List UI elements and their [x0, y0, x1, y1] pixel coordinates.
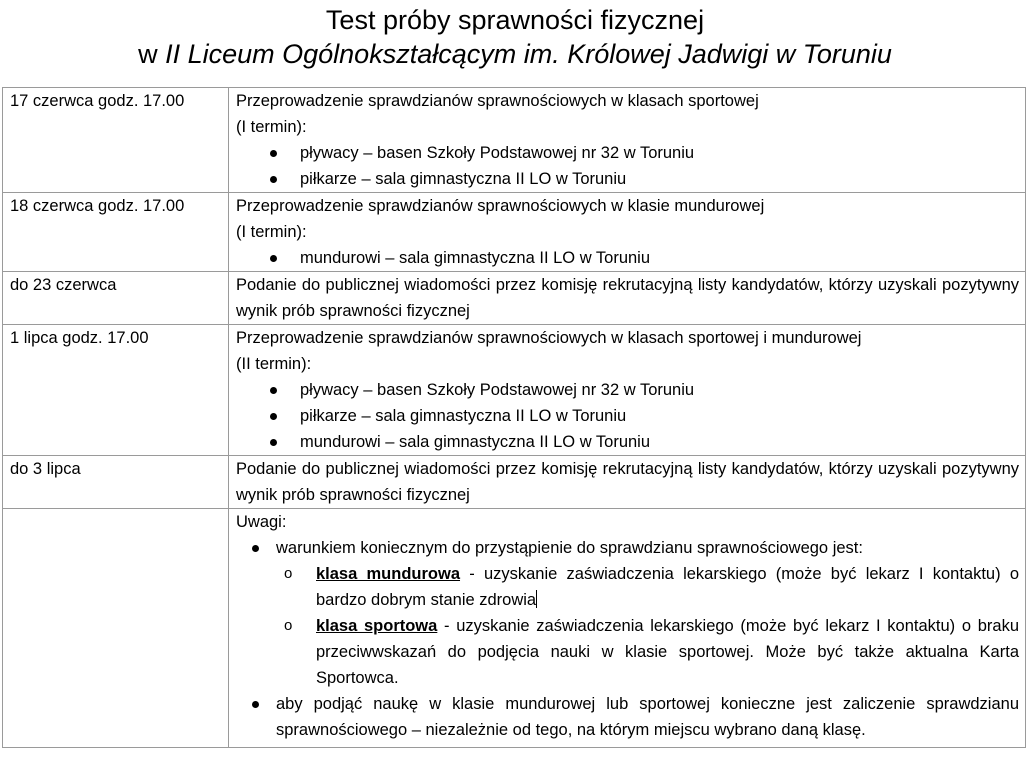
description-cell [229, 456, 1026, 509]
document-title [0, 0, 1030, 75]
list-item-text: piłkarze – sala gimnastyczna II LO w Toruniu [300, 407, 627, 425]
location-list [236, 245, 1019, 271]
location-list [236, 377, 1019, 455]
table-row [3, 456, 1026, 509]
requirement-item [284, 613, 1019, 691]
list-item-text: piłkarze – sala gimnastyczna II LO w Toruniu [300, 170, 627, 188]
bullet-icon [270, 255, 277, 262]
list-item-text: mundurowi – sala gimnastyczna II LO w Toruniu [300, 433, 651, 451]
description-cell [229, 193, 1026, 272]
list-item [270, 377, 1019, 403]
list-item-text: pływacy – basen Szkoły Podstawowej nr 32 w Toruniu [300, 381, 695, 399]
bullet-icon [252, 701, 259, 708]
bullet-icon [270, 150, 277, 157]
notes-row [3, 509, 1026, 748]
table-row [3, 88, 1026, 193]
requirements-list [276, 561, 1019, 691]
note-item-text: warunkiem koniecznym do przystąpienie do sprawdzianu sprawnościowego jest: [276, 539, 863, 557]
row-description: Podanie do publicznej wiadomości przez komisję rekrutacyjną listy kandydatów, którzy uzyskali pozytywny wynik prób sprawności fizycznej [236, 460, 1019, 504]
circle-bullet-icon: o [284, 565, 293, 582]
title-line-2 [0, 39, 1030, 75]
list-item [270, 166, 1019, 192]
bullet-icon [270, 176, 277, 183]
list-item [270, 140, 1019, 166]
title-line-1: Test próby sprawności fizycznej [325, 5, 705, 35]
title-line-2-prefix: w [138, 39, 166, 69]
note-item [250, 691, 1019, 743]
bullet-icon [270, 439, 277, 446]
text-cursor-icon [536, 590, 537, 608]
list-item-text: mundurowi – sala gimnastyczna II LO w Toruniu [300, 249, 651, 267]
description-cell [229, 88, 1026, 193]
date-cell: 18 czerwca godz. 17.00 [3, 193, 229, 272]
notes-heading: Uwagi: [236, 513, 287, 531]
bullet-icon [270, 413, 277, 420]
empty-date-cell [3, 509, 229, 748]
table-row [3, 272, 1026, 325]
list-item [270, 403, 1019, 429]
note-item [250, 535, 1019, 691]
bullet-icon [270, 387, 277, 394]
class-label-uniformed: klasa mundurowa [316, 565, 461, 583]
row-description: Przeprowadzenie sprawdzianów sprawnościowych w klasie mundurowej [236, 197, 765, 215]
requirement-text: - uzyskanie zaświadczenia lekarskiego (może być lekarz I kontaktu) o bardzo dobrym stanie zdrowia [316, 565, 1020, 609]
table-row [3, 325, 1026, 456]
date-cell: 17 czerwca godz. 17.00 [3, 88, 229, 193]
requirement-item [284, 561, 1019, 613]
description-cell [229, 272, 1026, 325]
note-item-text: aby podjąć naukę w klasie mundurowej lub sportowej konieczne jest zaliczenie sprawdzianu sprawnościowego – niezależnie od tego, na którym miejscu wybrano daną klasę. [276, 695, 1019, 739]
description-cell [229, 325, 1026, 456]
table-row [3, 193, 1026, 272]
date-cell: 1 lipca godz. 17.00 [3, 325, 229, 456]
row-term: (I termin): [236, 223, 307, 241]
list-item [270, 245, 1019, 271]
date-cell: do 23 czerwca [3, 272, 229, 325]
notes-cell [229, 509, 1026, 748]
class-label-sports: klasa sportowa [316, 617, 438, 635]
list-item-text: pływacy – basen Szkoły Podstawowej nr 32 w Toruniu [300, 144, 695, 162]
list-item [270, 429, 1019, 455]
date-cell: do 3 lipca [3, 456, 229, 509]
school-name: II Liceum Ogólnokształcącym im. Królowej Jadwigi w Toruniu [165, 39, 892, 69]
row-description: Przeprowadzenie sprawdzianów sprawnościowych w klasach sportowej [236, 92, 759, 110]
row-term: (I termin): [236, 118, 307, 136]
location-list [236, 140, 1019, 192]
schedule-table [2, 87, 1026, 748]
circle-bullet-icon: o [284, 617, 293, 634]
requirement-text: - uzyskanie zaświadczenia lekarskiego (może być lekarz I kontaktu) o braku przeciwwskazań do podjęcia nauki w klasie sportowej. Może być także aktualna Karta Sportowca. [316, 617, 1019, 687]
notes-list [236, 535, 1019, 743]
row-term: (II termin): [236, 355, 312, 373]
row-description: Przeprowadzenie sprawdzianów sprawnościowych w klasach sportowej i mundurowej [236, 329, 862, 347]
bullet-icon [252, 545, 259, 552]
row-description: Podanie do publicznej wiadomości przez komisję rekrutacyjną listy kandydatów, którzy uzyskali pozytywny wynik prób sprawności fizycznej [236, 276, 1019, 320]
